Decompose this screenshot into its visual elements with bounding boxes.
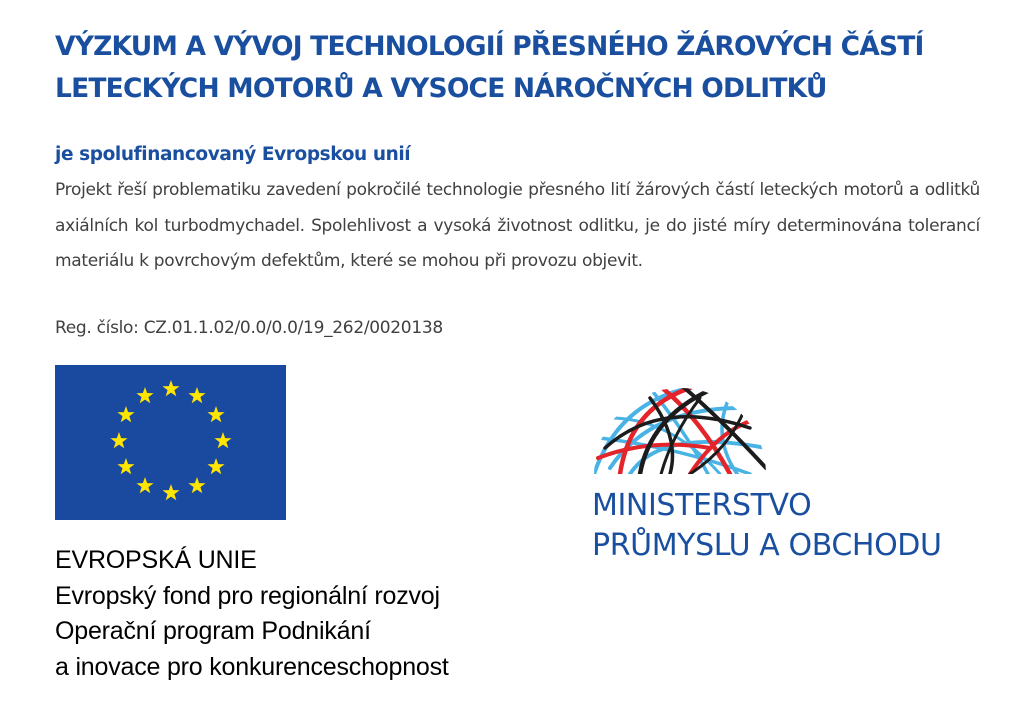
eu-star-icon — [214, 432, 231, 448]
ministry-line-1: MINISTERSTVO — [592, 488, 812, 523]
eu-star-icon — [188, 387, 205, 403]
cofinancing-subtitle: je spolufinancovaný Evropskou unií — [55, 144, 411, 165]
project-description: Projekt řeší problematiku zavedení pokročilé technologie přesného lití žárových částí leteckých motorů a odlitků axiálních kol turbodmychadel. Spolehlivost a vysoká životnost odlitku, je do jisté míry determinována tolerancí materiálu k povrchovým defektům, které se mohou při provozu objevit. — [55, 180, 980, 271]
eu-star-icon — [117, 458, 134, 474]
eu-star-icon — [207, 406, 224, 422]
page-title — [55, 26, 995, 110]
eu-star-icon — [207, 458, 224, 474]
eu-stars — [55, 365, 286, 520]
title-line-1: VÝZKUM A VÝVOJ TECHNOLOGIÍ PŘESNÉHO ŽÁROVÝCH ČÁSTÍ — [55, 31, 924, 62]
ministry-name — [592, 486, 942, 566]
registration-number: Reg. číslo: CZ.01.1.02/0.0/0.0/19_262/0020138 — [55, 318, 443, 338]
eu-line-1: EVROPSKÁ UNIE — [55, 546, 257, 574]
globe-emblem-graphic — [590, 378, 770, 478]
eu-flag-icon — [55, 365, 286, 520]
eu-star-icon — [136, 387, 153, 403]
eu-line-3: Operační program Podnikání — [55, 617, 371, 645]
eu-star-icon — [188, 477, 205, 493]
title-line-2: LETECKÝCH MOTORŮ A VYSOCE NÁROČNÝCH ODLITKŮ — [55, 73, 827, 104]
eu-star-icon — [136, 477, 153, 493]
ministry-line-2: PRŮMYSLU A OBCHODU — [592, 528, 942, 563]
eu-star-icon — [117, 406, 134, 422]
eu-star-icon — [162, 484, 179, 500]
eu-text-block — [55, 543, 449, 685]
eu-star-icon — [110, 432, 127, 448]
eu-line-2: Evropský fond pro regionální rozvoj — [55, 581, 440, 610]
eu-line-4: a inovace pro konkurenceschopnost — [55, 652, 449, 681]
globe-emblem-icon — [590, 378, 770, 478]
eu-star-icon — [162, 380, 179, 396]
